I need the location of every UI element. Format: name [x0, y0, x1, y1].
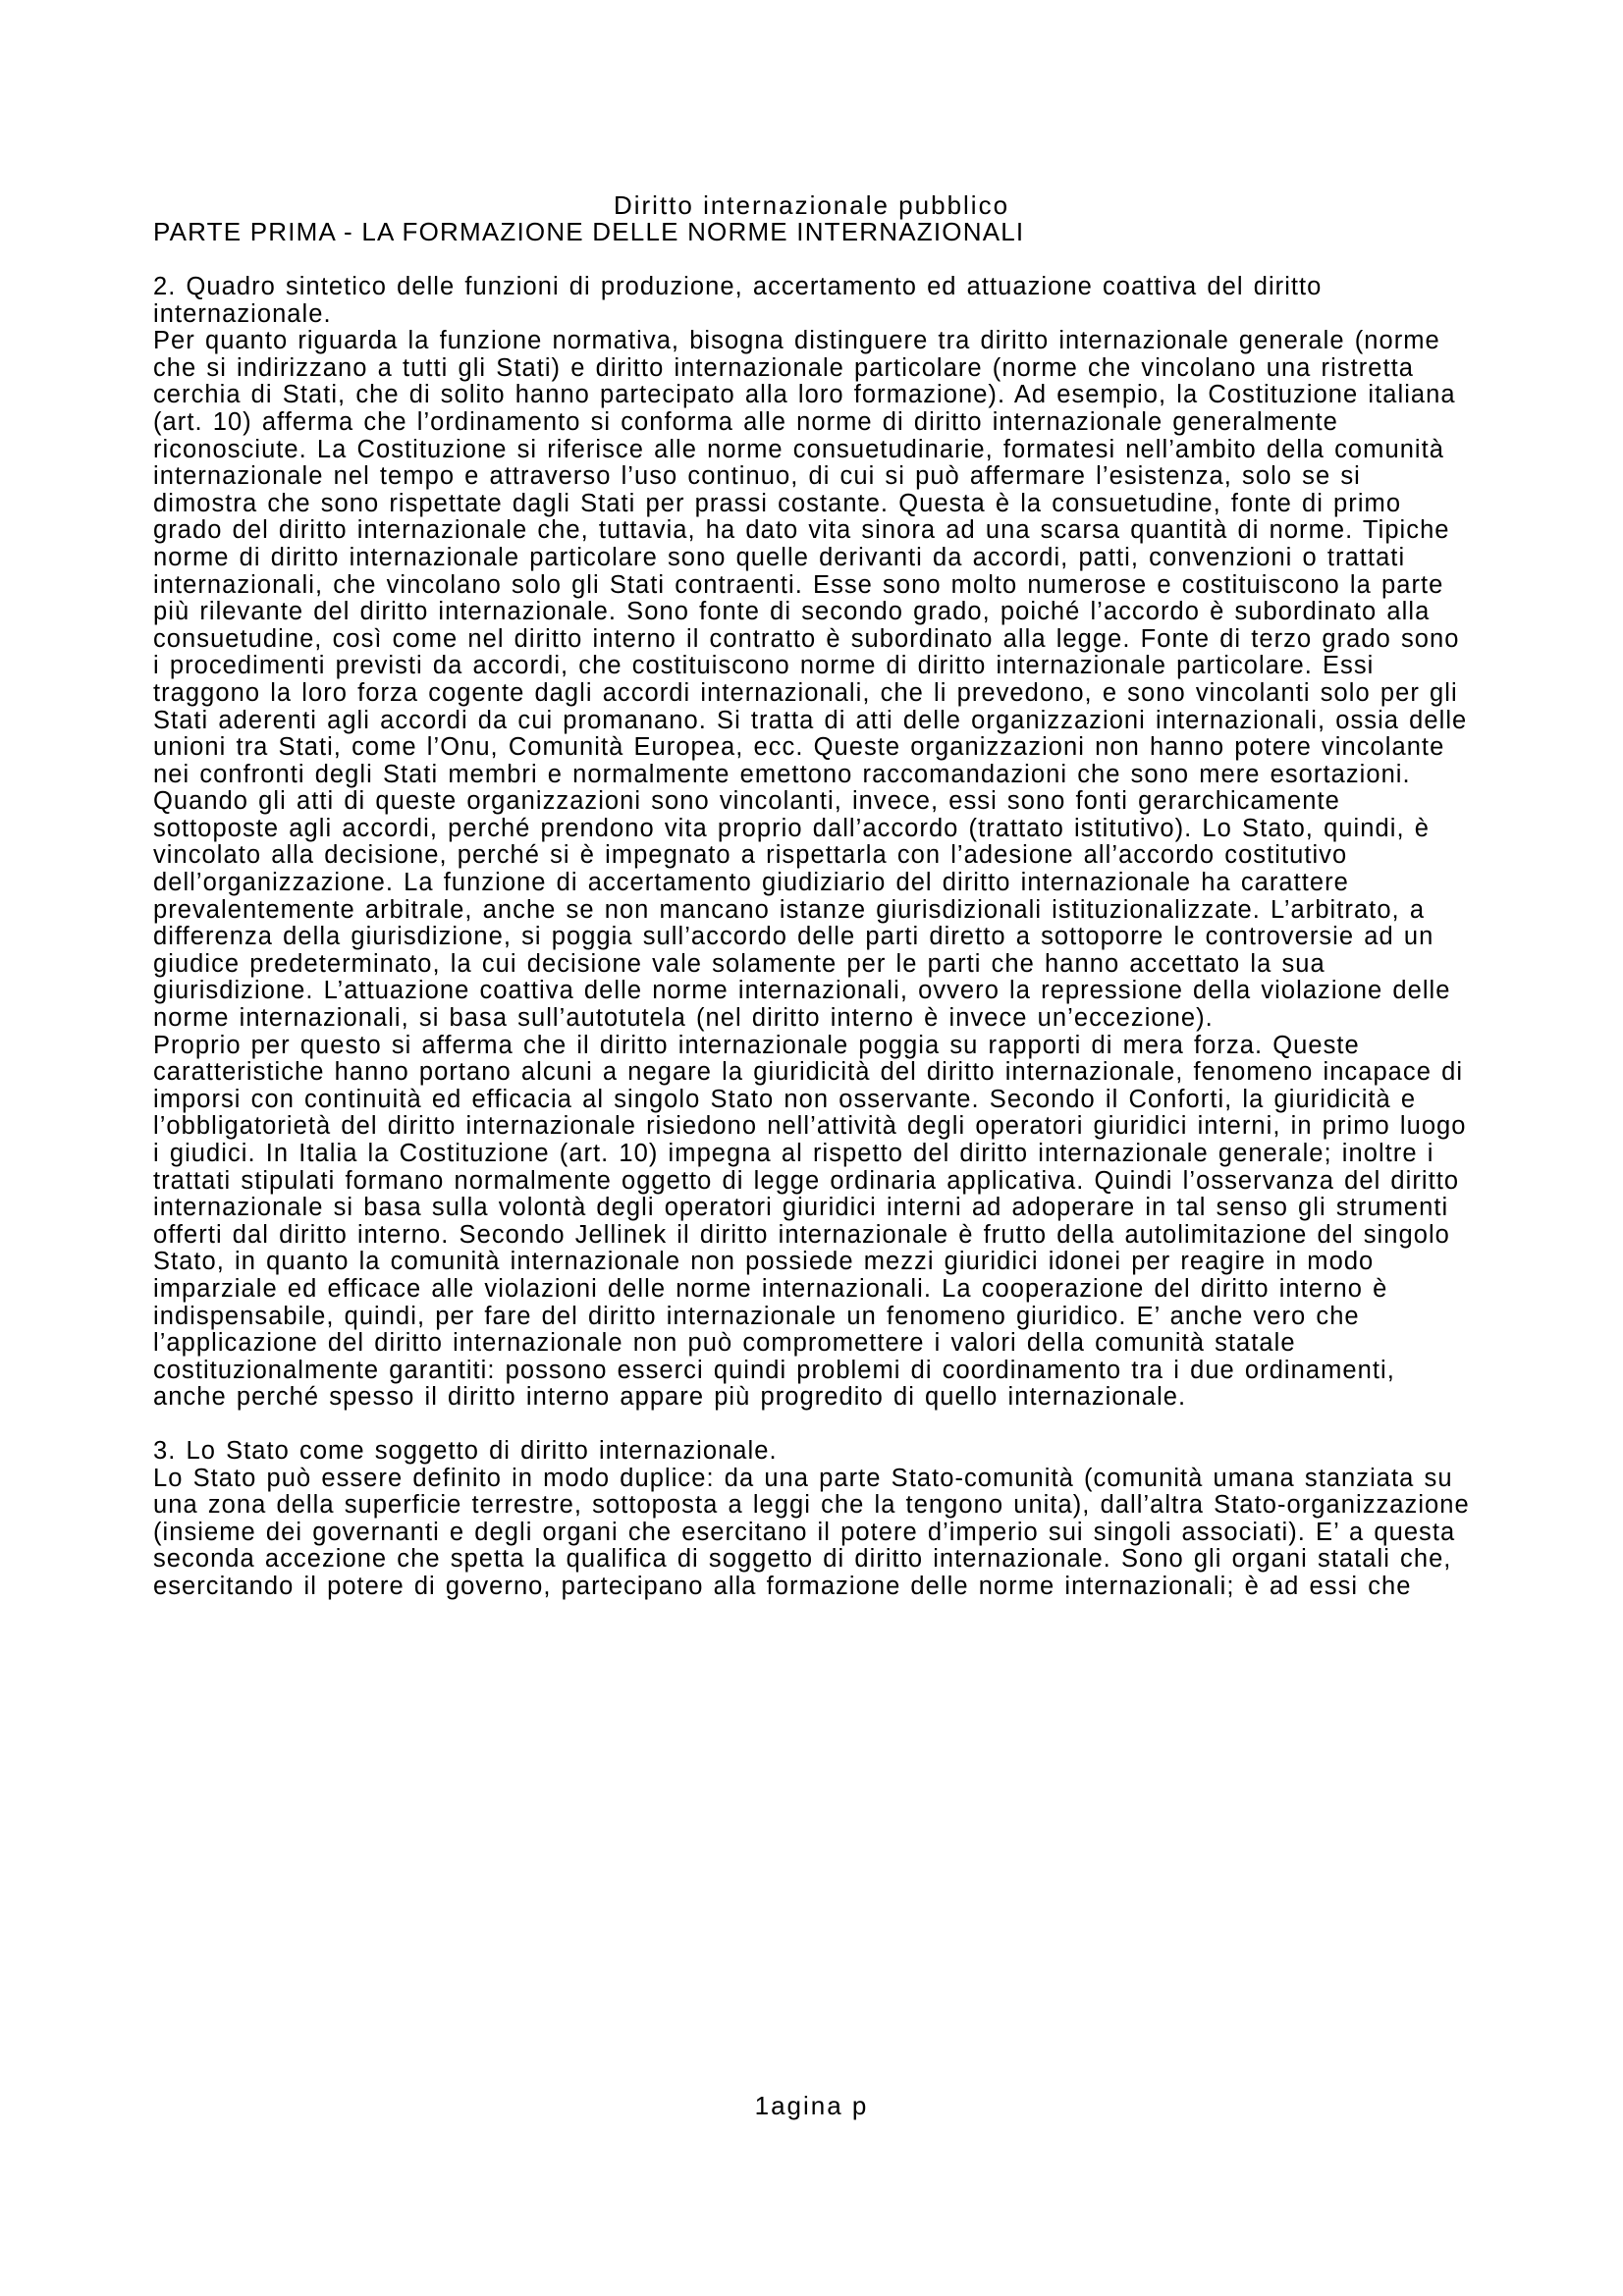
page-footer: 1agina p: [754, 2091, 869, 2120]
document-body: [153, 274, 1474, 1601]
part-heading: PARTE PRIMA - LA FORMAZIONE DELLE NORME INTERNAZIONALI: [153, 217, 1025, 246]
paragraph: Lo Stato può essere definito in modo duplice: da una parte Stato-comunità (comunità umana stanziata su una zona della superficie terrestre, sottoposta a leggi che la tengono unita), dall’altra Stato-organizzazione (insieme dei governanti e degli organi che esercitano il potere d’imperio sui singoli associati). E’ a questa seconda accezione che spetta la qualifica di soggetto di diritto internazionale. Sono gli organi statali che, esercitando il potere di governo, partecipano alla formazione delle norme internazionali; è ad essi che: [153, 1464, 1470, 1600]
section-3: [153, 1438, 1474, 1601]
section-2: [153, 274, 1474, 1412]
paragraph: Per quanto riguarda la funzione normativa, bisogna distinguere tra diritto internazionale generale (norme che si indirizzano a tutti gli Stati) e diritto internazionale particolare (norme che vincolano una ristretta cerchia di Stati, che di solito hanno partecipato alla loro formazione). Ad esempio, la Costituzione italiana (art. 10) afferma che l’ordinamento si conforma alle norme di diritto internazionale generalmente riconosciute. La Costituzione si riferisce alle norme consuetudinarie, formatesi nell’ambito della comunità internazionale nel tempo e attraverso l’uso continuo, di cui si può affermare l’esistenza, solo se si dimostra che sono rispettate dagli Stati per prassi costante. Questa è la consuetudine, fonte di primo grado del diritto internazionale che, tuttavia, ha dato vita sinora ad una scarsa quantità di norme. Tipiche norme di diritto internazionale particolare sono quelle derivanti da accordi, patti, convenzioni o trattati internazionali, che vincolano solo gli Stati contraenti. Esse sono molto numerose e costituiscono la parte più rilevante del diritto internazionale. Sono fonte di secondo grado, poiché l’accordo è subordinato alla consuetudine, così come nel diritto interno il contratto è subordinato alla legge. Fonte di terzo grado sono i procedimenti previsti da accordi, che costituiscono norme di diritto internazionale particolare. Essi traggono la loro forza cogente dagli accordi internazionali, che li prevedono, e sono vincolanti solo per gli Stati aderenti agli accordi da cui promanano. Si tratta di atti delle organizzazioni internazionali, ossia delle unioni tra Stati, come l’Onu, Comunità Europea, ecc. Queste organizzazioni non hanno potere vincolante nei confronti degli Stati membri e normalmente emettono raccomandazioni che sono mere esortazioni. Quando gli atti di queste organizzazioni sono vincolanti, invece, essi sono fonti gerarchicamente sottoposte agli accordi, perché prendono vita proprio dall’accordo (trattato istitutivo). Lo Stato, quindi, è vincolato alla decisione, perché si è impegnato a rispettarla con l’adesione all’accordo costitutivo dell’organizzazione. La funzione di accertamento giudiziario del diritto internazionale ha carattere prevalentemente arbitrale, anche se non mancano istanze giurisdizionali istituzionalizzate. L’arbitrato, a differenza della giurisdizione, si poggia sull’accordo delle parti diretto a sottoporre le controversie ad un giudice predeterminato, la cui decisione vale solamente per le parti che hanno accettato la sua giurisdizione. L’attuazione coattiva delle norme internazionali, ovvero la repressione della violazione delle norme internazionali, si basa sull’autotutela (nel diritto interno è invece un’eccezione).: [153, 327, 1468, 1033]
paragraph: Proprio per questo si afferma che il diritto internazionale poggia su rapporti di mera forza. Queste caratteristiche hanno portano alcuni a negare la giuridicità del diritto internazionale, fenomeno incapace di imporsi con continuità ed efficacia al singolo Stato non osservante. Secondo il Conforti, la giuridicità e l’obbligatorietà del diritto internazionale risiedono nell’attività degli operatori giuridici interni, in primo luogo i giudici. In Italia la Costituzione (art. 10) impegna al rispetto del diritto internazionale generale; inoltre i trattati stipulati formano normalmente oggetto di legge ordinaria applicativa. Quindi l’osservanza del diritto internazionale si basa sulla volontà degli operatori giuridici interni ad adoperare in tal senso gli strumenti offerti dal diritto interno. Secondo Jellinek il diritto internazionale è frutto della autolimitazione del singolo Stato, in quanto la comunità internazionale non possiede mezzi giuridici idonei per reagire in modo imparziale ed efficace alle violazioni delle norme internazionali. La cooperazione del diritto interno è indispensabile, quindi, per fare del diritto internazionale un fenomeno giuridico. E’ anche vero che l’applicazione del diritto internazionale non può compromettere i valori della comunità statale costituzionalmente garantiti: possono esserci quindi problemi di coordinamento tra i due ordinamenti, anche perché spesso il diritto interno appare più progredito di quello internazionale.: [153, 1031, 1467, 1412]
section-title: 2. Quadro sintetico delle funzioni di produzione, accertamento ed attuazione coattiva del diritto internazionale.: [153, 273, 1323, 328]
section-title: 3. Lo Stato come soggetto di diritto internazionale.: [153, 1436, 778, 1465]
document-title: Diritto internazionale pubblico: [613, 190, 1010, 220]
